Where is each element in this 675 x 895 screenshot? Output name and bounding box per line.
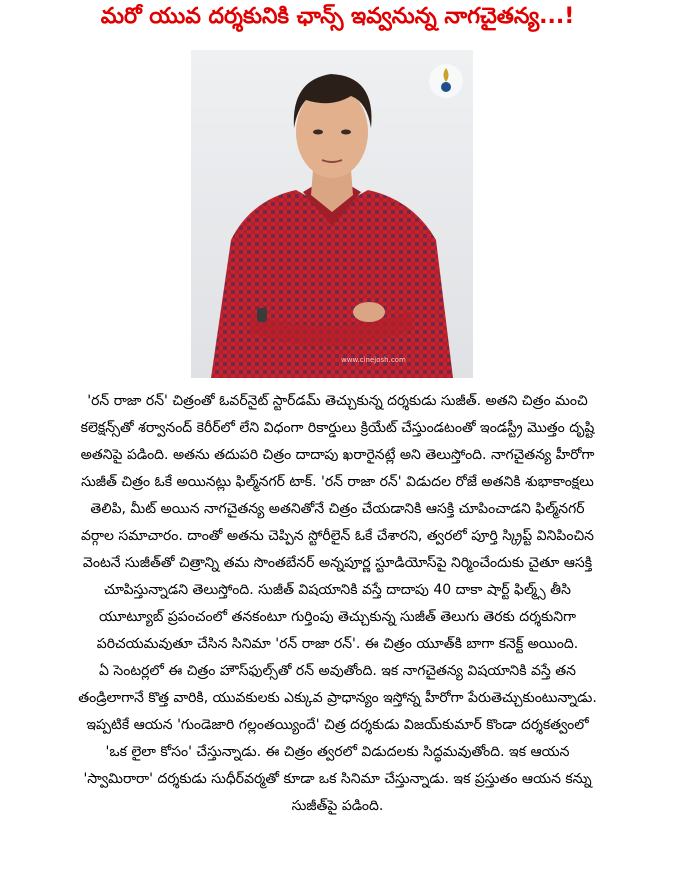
article-line: సుజీత్ చిత్రం ఓకే అయినట్లు ఫిల్మ్‌నగర్ టాక్. 'రన్ రాజా రన్' విడుదల రోజే అతనికి శుభాకాంక్షలు: [81, 474, 594, 490]
article-line: చూపిస్తున్నాడని తెలుస్తోంది. సుజీత్ విషయానికి వస్తే దాదాపు 40 దాకా షార్ట్ ఫిల్మ్స్ తీసి: [104, 582, 571, 598]
article-line: సుజీత్‌పై పడింది.: [291, 798, 384, 814]
article-line: తండ్రిలాగానే కొత్త వారికి, యువకులకు ఎక్కువ ప్రాధాన్యం ఇస్తోన్న హీరోగా పేరుతెచ్చుకుంటున్నాడు.: [78, 690, 597, 706]
photo-credit: www.cinejosh.com: [341, 356, 406, 364]
article-line: 'రన్ రాజా రన్' చిత్రంతో ఓవర్‌నైట్ స్టార్‌డమ్ తెచ్చుకున్న దర్శకుడు సుజీత్. అతని చిత్రం మంచి: [87, 393, 588, 409]
article-line: అతనిపై పడింది. అతను తదుపరి చిత్రం దాదాపు ఖరారైనట్లే అని తెలుస్తోంది. నాగచైతన్య హీరోగా: [80, 447, 595, 463]
headline-bar: [0, 0, 675, 34]
article-photo: [191, 50, 473, 378]
article-line: ఇప్పటికే ఆయన 'గుండెజారి గల్లంతయ్యిందే' చిత్ర దర్శకుడు విజయ్‌కుమార్ కొండా దర్శకత్వంలో: [86, 717, 589, 733]
article-line: ఏ సెంటర్లలో ఈ చిత్రం హౌస్‌ఫుల్స్‌తో రన్ అవుతోంది. ఇక నాగచైతన్య విషయానికి వస్తే తన: [99, 663, 576, 679]
watermark-logo-icon: [427, 62, 465, 100]
article-line: 'స్వామిరారా' దర్శకుడు సుధీర్‌వర్మతో కూడా ఒక సినిమా చేస్తున్నాడు. ఇక ప్రస్తుతం ఆయన కన్ను: [83, 771, 592, 787]
article-body: [8, 388, 667, 820]
article-line: వెంటనే సుజీత్‌తో చిత్రాన్ని తమ సొంతబేనర్ అన్నపూర్ణ స్టూడియోస్‌పై నిర్మించేందుకు చైతూ ఆసక్తి: [82, 555, 593, 571]
article-line: తెలిపి, మీట్ అయిన నాగచైతన్య అతనితోనే చిత్రం చేయడానికి ఆసక్తి చూపించాడని ఫిల్మ్‌నగర్: [90, 501, 585, 517]
article-line: 'ఒక లైలా కోసం' చేస్తున్నాడు. ఈ చిత్రం త్వరలో విడుదలకు సిద్ధమవుతోంది. ఇక ఆయన: [105, 744, 570, 760]
article-line: పరిచయమవుతూ చేసిన సినిమా 'రన్ రాజా రన్'. ఈ చిత్రం యూత్‌కి బాగా కనెక్ట్ అయింది.: [96, 636, 579, 652]
article-line: వర్గాల సమాచారం. దాంతో అతను చెప్పిన స్టోరీలైన్ ఓకే చేశారని, త్వరలో పూర్తి స్క్రిప్ట్ వినిపించిన: [80, 528, 595, 544]
headline: మరో యువ దర్శకునికి ఛాన్స్ ఇవ్వనున్న నాగచైతన్య...!: [100, 4, 575, 29]
article-line: కలెక్షన్స్‌తో శర్వానంద్ కెరీర్‌లో లేని విధంగా రికార్డులు క్రియేట్ చేస్తుండటంతో ఇండస్ట్రీ మొత్తం దృష్టి: [80, 420, 595, 436]
article-line: యూట్యూబ్ ప్రపంచంలో తనకంటూ గుర్తింపు తెచ్చుకున్న సుజీత్ తెలుగు తెరకు దర్శకునిగా: [98, 609, 577, 625]
